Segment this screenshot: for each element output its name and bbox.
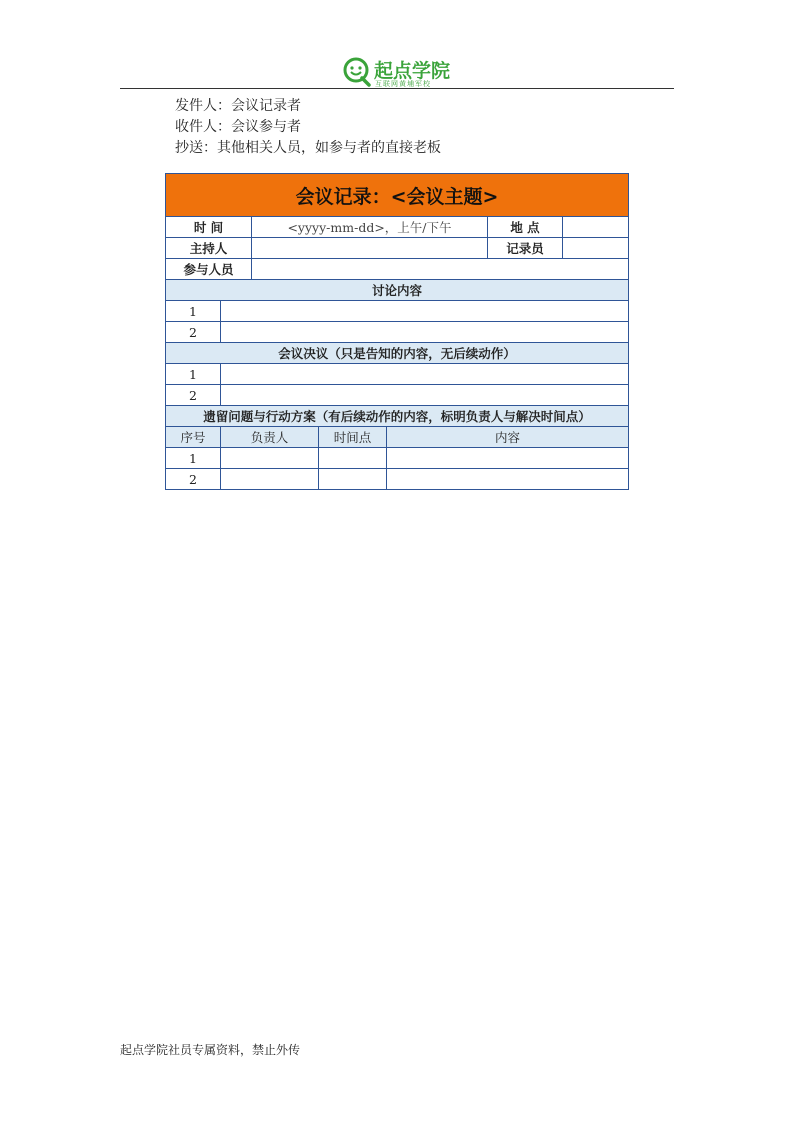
issue-row-owner bbox=[221, 448, 319, 469]
decision-row-content bbox=[221, 364, 629, 385]
discussion-row-content bbox=[221, 322, 629, 343]
host-label: 主持人 bbox=[166, 238, 252, 259]
attendees-label: 参与人员 bbox=[166, 259, 252, 280]
recorder-label: 记录员 bbox=[488, 238, 563, 259]
logo-name: 起点学院 bbox=[374, 60, 451, 82]
discussion-header: 讨论内容 bbox=[166, 280, 629, 301]
logo bbox=[342, 56, 454, 88]
decision-row-content bbox=[221, 385, 629, 406]
issue-row-number: 2 bbox=[166, 469, 221, 490]
issue-row-content bbox=[387, 469, 629, 490]
time-value: <yyyy-mm-dd>，上午/下午 bbox=[252, 217, 488, 238]
footer-note: 起点学院社员专属资料，禁止外传 bbox=[120, 1043, 301, 1057]
column-header-number: 序号 bbox=[166, 427, 221, 448]
meeting-record-table bbox=[165, 173, 629, 490]
issue-row-deadline bbox=[319, 448, 387, 469]
issue-row-deadline bbox=[319, 469, 387, 490]
column-header-owner: 负责人 bbox=[221, 427, 319, 448]
table-row bbox=[166, 385, 629, 406]
decision-row-number: 1 bbox=[166, 364, 221, 385]
issues-column-headers bbox=[166, 427, 629, 448]
discussion-row-number: 1 bbox=[166, 301, 221, 322]
time-label: 时 间 bbox=[166, 217, 252, 238]
memo-sender: 发件人：会议记录者 bbox=[175, 98, 301, 114]
attendees-value bbox=[252, 259, 629, 280]
issue-row-owner bbox=[221, 469, 319, 490]
column-header-deadline: 时间点 bbox=[319, 427, 387, 448]
column-header-content: 内容 bbox=[387, 427, 629, 448]
issue-row-content bbox=[387, 448, 629, 469]
place-label: 地 点 bbox=[488, 217, 563, 238]
logo-subtitle: 互联网黄埔军校 bbox=[375, 80, 431, 88]
decision-header: 会议决议（只是告知的内容，无后续动作） bbox=[166, 343, 629, 364]
memo-recipient: 收件人：会议参与者 bbox=[175, 119, 301, 135]
page-header bbox=[120, 52, 674, 89]
table-row bbox=[166, 448, 629, 469]
place-value bbox=[563, 217, 629, 238]
table-row bbox=[166, 322, 629, 343]
table-row bbox=[166, 469, 629, 490]
memo-cc: 抄送：其他相关人员，如参与者的直接老板 bbox=[175, 140, 441, 156]
memo-block bbox=[175, 96, 441, 159]
discussion-row-number: 2 bbox=[166, 322, 221, 343]
decision-row-number: 2 bbox=[166, 385, 221, 406]
host-value bbox=[252, 238, 488, 259]
table-row bbox=[166, 301, 629, 322]
issues-header: 遗留问题与行动方案（有后续动作的内容，标明负责人与解决时间点） bbox=[166, 406, 629, 427]
recorder-value bbox=[563, 238, 629, 259]
table-row bbox=[166, 364, 629, 385]
discussion-row-content bbox=[221, 301, 629, 322]
logo-face-icon bbox=[342, 56, 372, 88]
issue-row-number: 1 bbox=[166, 448, 221, 469]
table-title: 会议记录：<会议主题> bbox=[166, 174, 629, 217]
